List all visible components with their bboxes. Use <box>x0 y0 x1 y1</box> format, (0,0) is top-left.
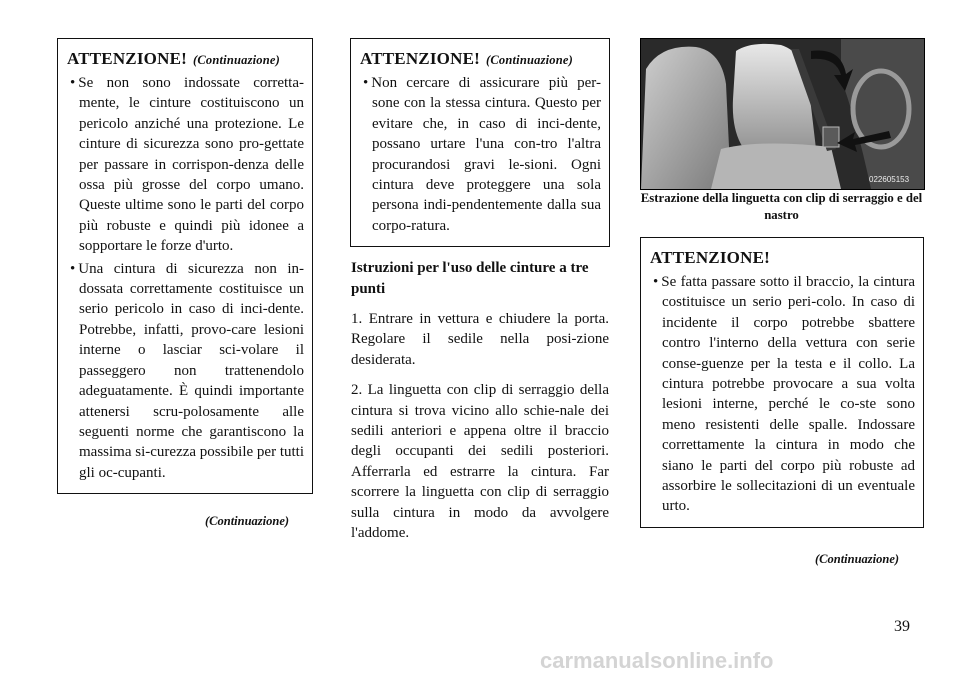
watermark: carmanualsonline.info <box>540 648 774 673</box>
warning-bullet: • Una cintura di sicurezza non in-dossata correttamente costituisce un serio pericolo in caso di inci-dente. Potrebbe, infatti, provo-care lesioni interne o lasciar sci-volare il passeggero non trattenendolo adeguatamente. È quindi importante attenersi scru-polosamente alle seguenti norme che garantiscono la massima si-curezza possibile per tutti gli oc-cupanti. <box>67 259 304 483</box>
page-number: 39 <box>894 618 910 635</box>
instructions-section <box>351 258 609 553</box>
instruction-step: 2. La linguetta con clip di serraggio della cintura si trova vicino allo schie-nale dei sedili anteriori e appena oltre il braccio degli occupanti dei sedili posteriori. Afferrarla ed estrarre la cintura. Far scorrere la linguetta con clip di serraggio sulla cintura in modo da avvolgere l'addome. <box>351 382 609 542</box>
figure-caption: Estrazione della linguetta con clip di serraggio e del nastro <box>640 191 923 222</box>
warning-bullet: • Non cercare di assicurare più per-sone con la stessa cintura. Questo per evitare che, in caso di inci-dente, possano urtare l'una con-tro l'altra procurandosi gravi le-sioni. Ogni cintura deve proteggere una sola persona indi-pendentemente dalla sua corpo-ratura. <box>360 73 601 236</box>
warning-bullets <box>650 272 915 517</box>
continuation-label: (Continuazione) <box>485 53 574 67</box>
seat-belt-illustration <box>641 39 924 189</box>
warning-box-left <box>57 38 313 494</box>
continuation-label: (Continuazione) <box>192 53 281 67</box>
warning-bullets <box>67 73 304 483</box>
warning-bullets <box>360 73 601 236</box>
footer-continuation: (Continuazione) <box>205 514 290 528</box>
warning-box-middle <box>350 38 610 247</box>
warning-bullet: • Se fatta passare sotto il braccio, la cintura costituisce un serio peri-colo. In caso di incidente il corpo potrebbe sbattere contro l'interno della vettura con serie conse-guenze per la testa e il collo. La cintura potrebbe provocare a sua volta lesioni interne, perché le co-ste sono meno resistenti delle spalle. Indossare correttamente la cintura in modo che siano le parti del corpo più robuste ad assorbire le sollecitazioni di un eventuale urto. <box>650 272 915 517</box>
warning-title: ATTENZIONE! (Continuazione) <box>67 49 281 68</box>
warning-title: ATTENZIONE! <box>650 248 770 267</box>
warning-box-right <box>640 237 924 528</box>
seat-belt-photo <box>640 38 925 190</box>
warning-title: ATTENZIONE! (Continuazione) <box>360 49 574 68</box>
section-heading: Istruzioni per l'uso delle cinture a tre punti <box>351 260 589 297</box>
warning-bullet: • Se non sono indossate corretta-mente, le cinture costituiscono un pericolo anziché una protezione. Le cinture di sicurezza sono pro-gettate per passare in corrispon-denza delle ossa più grosse del corpo umano. Queste ultime sono le parti del corpo più robuste e quindi più idonee a sopportare le forze d'urto. <box>67 73 304 257</box>
instruction-step: 1. Entrare in vettura e chiudere la porta. Regolare il sedile nella posi-zione desiderata. <box>351 311 609 368</box>
footer-continuation: (Continuazione) <box>815 552 900 566</box>
image-code: 022605153 <box>869 175 910 184</box>
